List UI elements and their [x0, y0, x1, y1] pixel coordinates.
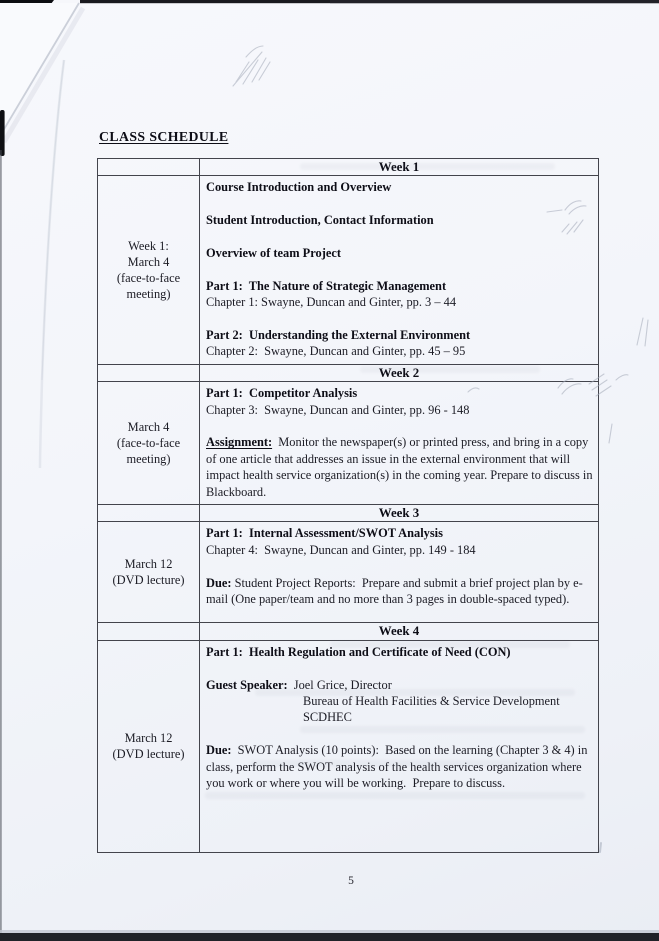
text-run: Overview of team Project [206, 246, 341, 260]
content-block [206, 327, 593, 360]
text-run: Chapter 1: Swayne, Duncan and Ginter, pp. 3 – 44 [206, 295, 457, 310]
class-schedule-table [97, 158, 599, 853]
text-run: Student Introduction, Contact Information [206, 213, 434, 228]
content-block [206, 245, 593, 261]
session-content-cell [200, 522, 598, 622]
text-run: SWOT Analysis (10 points): Based on the learning (Chapter 3 & 4) in class, perform the SWOT analysis of the health services organization where you work or where you will be working. Prepare to discuss. [206, 743, 591, 791]
week-header-label: Week 3 [378, 506, 420, 521]
session-date-line: (face-to-face [116, 271, 181, 286]
week-row [98, 175, 598, 363]
week-header-label: Week 1 [378, 160, 420, 174]
week-header-row [98, 622, 598, 639]
text-line [206, 179, 593, 195]
text-run: Chapter 3: Swayne, Duncan and Ginter, pp. 96 - 148 [206, 402, 470, 417]
session-date-cell [98, 382, 200, 504]
week-header-label: Week 4 [378, 624, 420, 639]
text-run: Part 1: Health Regulation and Certificate of Need (CON) [206, 644, 511, 659]
week-row [98, 521, 598, 622]
week-row [98, 381, 598, 504]
text-run: Part 1: Competitor Analysis [206, 386, 358, 401]
session-date-line: March 12 [124, 731, 173, 746]
session-date-line: (face-to-face [116, 435, 181, 450]
session-date-line: March 4 [127, 419, 170, 434]
text-run: Joel Grice, Director [287, 677, 392, 692]
content-block [206, 742, 593, 791]
text-run: Assignment: [206, 435, 273, 450]
content-block [206, 212, 593, 228]
week-header-label: Week 2 [378, 365, 420, 380]
text-line [206, 327, 593, 343]
text-line [206, 343, 593, 359]
text-line [206, 385, 593, 401]
text-line [206, 525, 593, 541]
text-run: Part 1: The Nature of Strategic Management [206, 278, 447, 293]
text-run: Course Introduction and Overview [206, 180, 392, 195]
session-date-cell [98, 176, 200, 363]
scan-top-edge [0, 0, 659, 4]
text-run: Part 2: Understanding the External Environment [206, 328, 471, 342]
text-run: Chapter 2: Swayne, Duncan and Ginter, pp. 45 – 95 [206, 344, 466, 359]
session-content-cell [200, 382, 598, 504]
content-block [206, 434, 596, 500]
session-date-line: (DVD lecture) [112, 573, 185, 588]
session-date-line: March 4 [127, 254, 170, 269]
week-header-empty-cell [98, 365, 200, 381]
text-line [206, 245, 593, 261]
week-header-empty-cell [98, 159, 200, 175]
page-corner-fold [0, 0, 83, 468]
text-line [206, 575, 593, 608]
session-content-cell [200, 176, 598, 363]
content-block [206, 278, 593, 311]
page-number: 5 [348, 875, 354, 887]
text-line [206, 212, 593, 228]
text-run: Due: [206, 743, 232, 758]
text-line [206, 402, 593, 418]
text-run: Bureau of Health Facilities & Service Development [303, 694, 560, 709]
text-run: Monitor the newspaper(s) or printed press, and bring in a copy of one article that addresses an issue in the external environment that will impact health service organization(s) in the coming year. Prepare to discuss in Blackboard. [206, 435, 596, 499]
session-date-cell [98, 522, 200, 622]
text-line [206, 434, 596, 500]
week-header-empty-cell [98, 623, 200, 639]
content-block [206, 644, 593, 660]
text-line [206, 709, 593, 725]
week-header-row [98, 504, 598, 521]
text-line [206, 742, 593, 791]
text-run: Part 1: Internal Assessment/SWOT Analysis [206, 526, 443, 541]
week-header-row [98, 159, 598, 175]
scan-bottom-edge [0, 930, 659, 941]
text-line [206, 693, 593, 709]
text-line [206, 294, 593, 310]
text-run: Due: [206, 575, 232, 590]
session-date-cell [98, 641, 200, 852]
week-row [98, 640, 598, 852]
scan-left-edge [0, 110, 5, 940]
text-line [206, 278, 593, 294]
text-run: Guest Speaker: [206, 677, 288, 692]
session-date-line: meeting) [126, 287, 171, 302]
session-date-line: (DVD lecture) [112, 747, 185, 762]
session-date-line: Week 1: [128, 238, 169, 253]
week-header-empty-cell [98, 505, 200, 521]
content-block [206, 575, 593, 608]
content-block [206, 179, 593, 195]
content-block [206, 677, 593, 726]
content-block [206, 385, 593, 418]
session-content-cell [200, 641, 598, 852]
text-run: Chapter 4: Swayne, Duncan and Ginter, pp. 149 - 184 [206, 542, 476, 557]
week-header-row [98, 364, 598, 381]
text-line [206, 644, 593, 660]
text-run: SCDHEC [303, 710, 352, 725]
text-run: Student Project Reports: Prepare and submit a brief project plan by e-mail (One paper/team and no more than 3 pages in double-spaced typed). [206, 575, 583, 607]
content-block [206, 525, 593, 558]
text-line [206, 542, 593, 558]
text-line [206, 677, 593, 693]
session-date-line: March 12 [124, 557, 173, 572]
page-title: CLASS SCHEDULE [99, 129, 229, 144]
session-date-line: meeting) [126, 452, 171, 467]
